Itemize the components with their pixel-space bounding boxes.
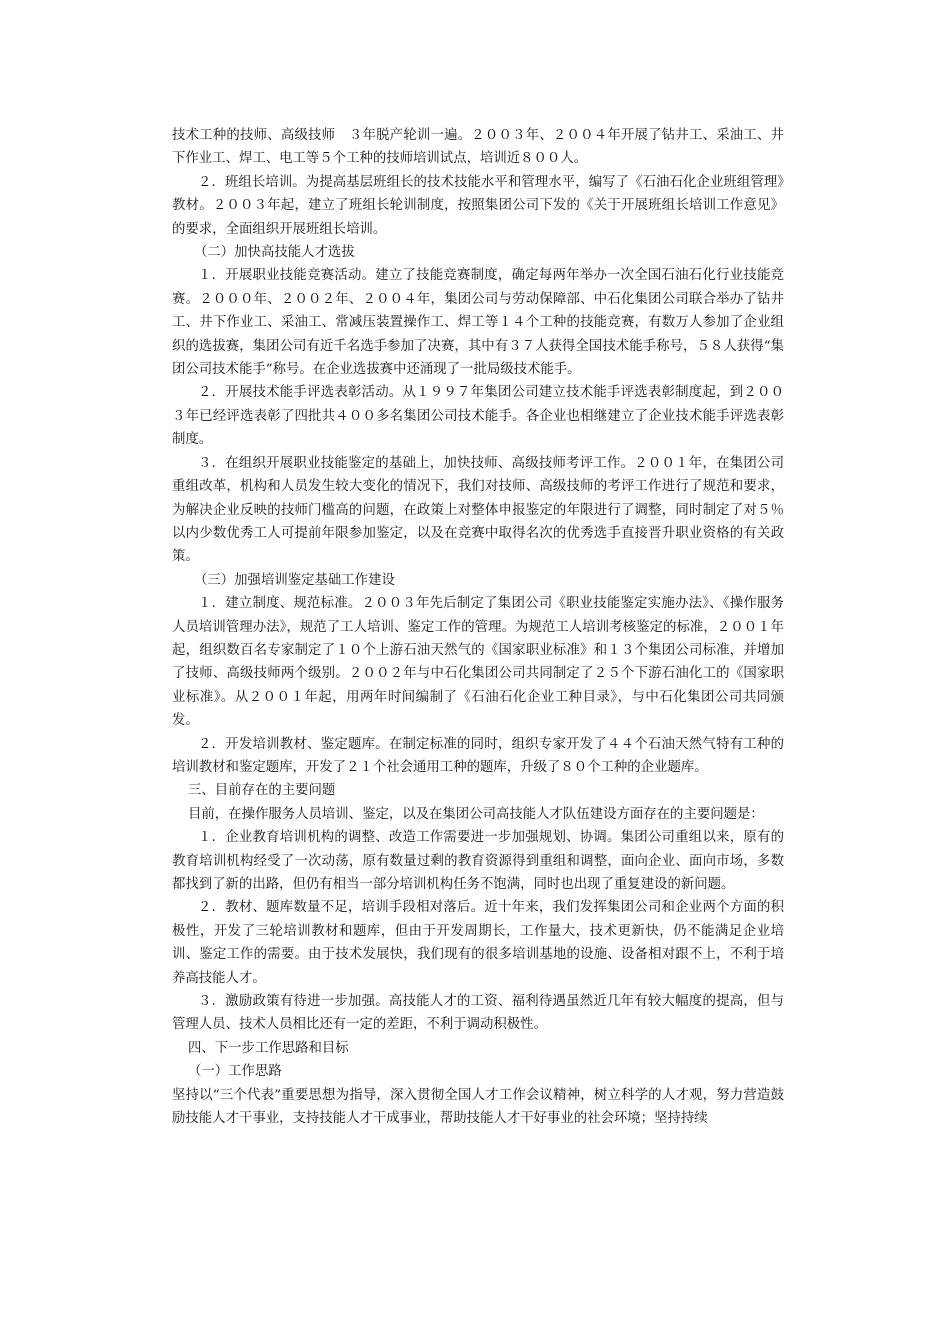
paragraph-problem-materials: ２．教材、题库数量不足，培训手段相对落后。近十年来，我们发挥集团公司和企业两个方面的积极性，开发了三轮培训教材和题库，但由于开发周期长，工作量大，技术更新快，仍不能满足企业培训、鉴定工作的需要。由于技术发展快，我们现有的很多培训基地的设施、设备相对跟不上，不利于培养高技能人才。 <box>172 900 784 986</box>
paragraph-technician-training-continued: 技术工种的技师、高级技师 ３年脱产轮训一遍。２００３年、２００４年开展了钻井工、采油工、井下作业工、焊工、电工等５个工种的技师培训试点，培训近８００人。 <box>172 128 784 167</box>
paragraph-problem-institutions: １．企业教育培训机构的调整、改造工作需要进一步加强规划、协调。集团公司重组以来，原有的教育培训机构经受了一次动荡，原有数量过剩的教育资源得到重组和调整，面向企业、面向市场，多数都找到了新的出路，但仍有相当一部分培训机构任务不饱满，同时也出现了重复建设的新问题。 <box>172 830 784 892</box>
section-heading-current-problems: 三、目前存在的主要问题 <box>188 783 336 799</box>
subheading-foundation-work: （三）加强培训鉴定基础工作建设 <box>194 572 395 588</box>
paragraph-team-leader-training: ２．班组长培训。为提高基层班组长的技术技能水平和管理水平，编写了《石油石化企业班组管理》教材。２００３年起，建立了班组长轮训制度，按照集团公司下发的《关于开展班组长培训工作意见》的要求，全面组织开展班组长培训。 <box>172 174 784 237</box>
paragraph-teaching-materials: ２．开发培训教材、鉴定题库。在制定标准的同时，组织专家开发了４４个石油天然气特有工种的培训教材和鉴定题库，开发了２１个社会通用工种的题库，升级了８０个工种的企业题库。 <box>172 736 784 775</box>
section-heading-next-steps: 四、下一步工作思路和目标 <box>188 1040 349 1056</box>
subheading-talent-selection: （二）加快高技能人才选拔 <box>194 245 355 261</box>
paragraph-standards: １．建立制度、规范标准。２００３年先后制定了集团公司《职业技能鉴定实施办法》、《操作服务人员培训管理办法》，规范了工人培训、鉴定工作的管理。为规范工人培训考核鉴定的标准，２００１年起，组织数百名专家制定了１０个上游石油天然气的《国家职业标准》和１３个集团公司标准，并增加了技师、高级技师两个级别。２００２年与中石化集团公司共同制定了２５个下游石油化工的《国家职业标准》。从２００１年起，用两年时间编制了《石油石化企业工种目录》，与中石化集团公司共同颁发。 <box>172 596 784 729</box>
subheading-work-approach: （一）工作思路 <box>188 1064 282 1080</box>
paragraph-technician-evaluation: ３．在组织开展职业技能鉴定的基础上，加快技师、高级技师考评工作。２００１年，在集团公司重组改革，机构和人员发生较大变化的情况下，我们对技师、高级技师的考评工作进行了规范和要求，为解决企业反映的技师门槛高的问题，在政策上对整体申报鉴定的年限进行了调整，同时制定了对５％以内少数优秀工人可提前年限参加鉴定，以及在竞赛中取得名次的优秀选手直接晋升职业资格的有关政策。 <box>172 455 784 565</box>
document-body <box>172 124 784 1130</box>
paragraph-problem-incentives: ３．激励政策有待进一步加强。高技能人才的工资、福利待遇虽然近几年有较大幅度的提高，但与管理人员、技术人员相比还有一定的差距，不利于调动积极性。 <box>172 994 784 1033</box>
paragraph-problems-intro: 目前，在操作服务人员培训、鉴定，以及在集团公司高技能人才队伍建设方面存在的主要问题是： <box>188 806 764 822</box>
paragraph-skill-competition: １．开展职业技能竞赛活动。建立了技能竞赛制度，确定每两年举办一次全国石油石化行业技能竞赛。２０００年、２００２年、２００４年，集团公司与劳动保障部、中石化集团公司联合举办了钻井工、井下作业工、采油工、常减压装置操作工、焊工等１４个工种的技能竞赛，有数万人参加了企业组织的选拔赛，集团公司有近千名选手参加了决赛，其中有３７人获得全国技术能手称号，５８人获得“集团公司技术能手”称号。在企业选拔赛中还涌现了一批局级技术能手。 <box>172 268 784 378</box>
paragraph-work-approach: 坚持以“三个代表”重要思想为指导，深入贯彻全国人才工作会议精神，树立科学的人才观，努力营造鼓励技能人才干事业，支持技能人才干成事业，帮助技能人才干好事业的社会环境；坚持持续 <box>172 1087 784 1127</box>
paragraph-technical-expert-award: ２．开展技术能手评选表彰活动。从１９９７年集团公司建立技术能手评选表彰制度起，到２００３年已经评选表彰了四批共４００多名集团公司技术能手。各企业也相继建立了企业技术能手评选表彰制度。 <box>172 385 784 448</box>
